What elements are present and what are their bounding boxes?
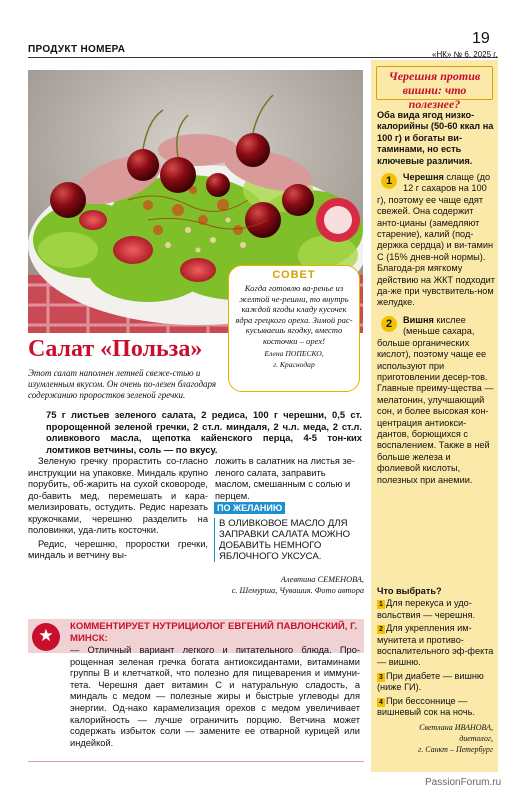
choice-num-4: 4 — [377, 698, 385, 707]
point1-title: Черешня — [403, 172, 444, 182]
section-title: ПРОДУКТ НОМЕРА — [28, 44, 126, 55]
tip-text: Когда готовлю ва-ренье из желтой че-решни, то внутрь каждой ягоды кладу кусочек ядра грецкого ореха. Зимой рас-кусываешь ягодку, вместо косточки – орех! — [235, 283, 353, 346]
sidebar-heading: Черешня против вишни: что полезнее? — [376, 66, 493, 100]
issue-label: «НК» № 6, 2025 г. — [432, 50, 498, 59]
star-icon: ★ — [32, 623, 60, 651]
choice-text-4: При бессоннице — вишневый сок на ночь. — [377, 695, 475, 718]
recipe-steps-p2: Редис, черешню, проростки гречки, миндаль и ветчину вы- — [28, 538, 208, 560]
choice-text-1: Для перекуса и удо-вольствия — черешня. — [377, 598, 476, 620]
choice-item — [377, 696, 495, 719]
number-badge-2: 2 — [381, 316, 397, 332]
nutritionist-heading: КОММЕНТИРУЕТ НУТРИЦИОЛОГ ЕВГЕНИЙ ПАВЛОНСКИЙ, Г. МИНСК: — [70, 621, 358, 644]
recipe-ingredients: 75 г листьев зеленого салата, 2 редиса, 100 г черешни, 0,5 ст. пророщенной зеленой гречки, 2 ст.л. миндаля, 2 ч.л. меда, 2 ст.л. оливкового масла, щепотка кайенского перца, 4-5 тон-ких ломтиков ветчины, соль — по вкусу. — [46, 409, 362, 455]
optional-title: ПО ЖЕЛАНИЮ — [214, 502, 285, 514]
choice-item — [377, 623, 495, 669]
choice-text-2: Для укрепления им-мунитета и противо-воспалительного эф-фекта — вишню. — [377, 623, 494, 668]
recipe-author-name: Алевтина СЕМЕНОВА, — [280, 575, 364, 584]
sidebar-choices — [377, 586, 495, 720]
point2-text: кислее (меньше сахара, больше органических кислот), поэтому чаще ее используют при приготовлении десер-тов. Главные преиму-щества — мелатонин, улучшающий сон, и более высокая кон-центрация антиокси-дантов, борющихся с воспалением. Также в ней больше железа и фолиевой кислоты, полезных при анемии. — [377, 314, 494, 485]
nutritionist-text: — Отличный вариант легкого и питательного блюда. Про-рощенная зеленая гречка богата антиоксидантами, витаминами группы В и клетчаткой, что полезно для пищеварения и иммуни-тета. Черешня дает витамин С и натуральную сладость, а миндаль с медом — полезные жиры и быстрые углеводы для энергии. Од-нако карамелизация орехов с медом увеличивает калорийность — лучше ограничить порцию. Ветчина может содержать избыток соли — замените ее отварной курицей или индейкой. — [70, 645, 360, 748]
tip-city: г. Краснодар — [273, 359, 315, 369]
choice-num-3: 3 — [377, 673, 385, 682]
watermark: PassionForum.ru — [425, 777, 502, 788]
recipe-author — [214, 574, 364, 596]
choice-item — [377, 598, 495, 621]
nutritionist-comment — [28, 619, 364, 762]
tip-box — [228, 265, 360, 392]
nutritionist-rule — [28, 761, 364, 762]
page-number: 19 — [472, 30, 490, 47]
choice-num-1: 1 — [377, 600, 385, 609]
recipe-intro: Этот салат наполнен летней свеже-стью и изумленным вкусом. Он очень по-лезен благодаря содержанию проростков зеленой гречки. — [28, 368, 217, 400]
sidebar-author-name: Светлана ИВАНОВА, — [419, 723, 493, 732]
optional-box — [214, 498, 362, 568]
header-rule — [28, 57, 498, 58]
sidebar-body — [377, 172, 495, 492]
choice-item — [377, 671, 495, 694]
recipe-steps-col1 — [28, 456, 208, 562]
recipe-steps-p1: Зеленую гречку прорастить со-гласно инструкции на упаковке. Миндаль крупно порубить, об-жарить на сухой сковороде, до-бавить мед, перемешать и кара-мелизировать, остудить. Редис нарезать кружочками, черешню разделить на половинки, уда-лить косточки. — [28, 456, 208, 535]
point2-title: Вишня — [403, 314, 434, 325]
sidebar-point-2 — [377, 315, 495, 486]
sidebar-author — [377, 722, 493, 755]
sidebar-author-role: диетолог, — [459, 734, 493, 743]
sidebar-author-city: г. Санкт – Петербург — [418, 745, 493, 754]
choice-text-3: При диабете — вишню (ниже ГИ). — [377, 670, 484, 693]
tip-author: Елена ПОПЕСКО, — [264, 348, 324, 358]
number-badge-1: 1 — [381, 173, 397, 189]
sidebar-point-1 — [377, 172, 495, 309]
point1-text: слаще (до 12 г сахаров на 100 г), поэтому ее чаще едят свежей. Она содержит анто-цианы (замедляют старение), калий (под-держка сердца) и ви-тамин С (15% днев-ной нормы). Благода-ря мягкому действию на ЖКТ подходит да-же при чувствитель-ном желудке. — [377, 172, 495, 308]
recipe-title: Салат «Польза» — [28, 336, 203, 362]
tip-title: СОВЕТ — [272, 269, 316, 281]
choice-num-2: 2 — [377, 625, 385, 634]
choices-question: Что выбрать? — [377, 586, 442, 596]
optional-text: В ОЛИВКОВОЕ МАСЛО ДЛЯ ЗАПРАВКИ САЛАТА МОЖНО ДОБАВИТЬ НЕМНОГО ЯБЛОЧНОГО УКСУСА. — [214, 518, 362, 562]
recipe-author-place: с. Шемурша, Чувашия. Фото автора — [231, 586, 364, 595]
sidebar-lead: Оба вида ягод низко-калорийны (50-60 ккал на 100 г) и богаты ви-таминами, но есть ключевые различия. — [377, 110, 494, 166]
recipe-steps-col2: ложить в салатник на листья зе-леного салата, заправить маслом, смешанным с солью и перцем. — [215, 456, 355, 501]
